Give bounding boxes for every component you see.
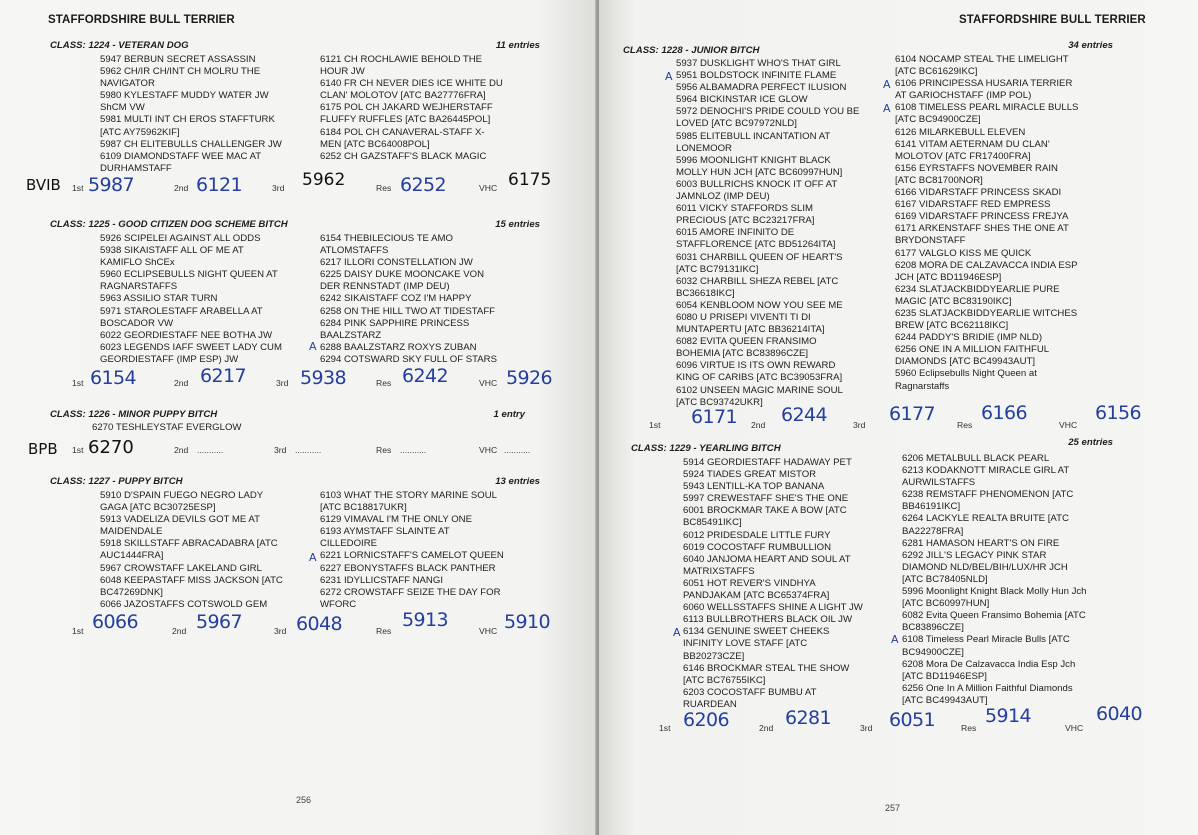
entry-line: 5951 BOLDSTOCK INFINITE FLAME bbox=[676, 70, 837, 82]
entry-line: 6177 VALGLO KISS ME QUICK bbox=[895, 247, 1032, 259]
first-label: 1st bbox=[72, 183, 84, 193]
class-title: CLASS: 1229 - YEARLING BITCH bbox=[631, 443, 781, 454]
hw-res: 6252 bbox=[400, 174, 446, 196]
hw-first: 6154 bbox=[90, 367, 136, 389]
entry-line: 5947 BERBUN SECRET ASSASSIN bbox=[100, 54, 256, 65]
entry-line: 6108 TIMELESS PEARL MIRACLE BULLS bbox=[895, 102, 1079, 114]
entry-line: RAGNARSTAFFS bbox=[100, 281, 178, 293]
entry-line: KAMIFLO ShCEx bbox=[100, 257, 175, 269]
entry-line: NAVIGATOR bbox=[100, 78, 155, 90]
entry-line: 6206 METALBULL BLACK PEARL bbox=[902, 453, 1050, 464]
entry-line: FLUFFY RUFFLES [ATC BA26445POL] bbox=[320, 114, 491, 126]
hw-note: BPB bbox=[28, 440, 58, 458]
entry-line: 6129 VIMAVAL I'M THE ONLY ONE bbox=[320, 514, 473, 526]
entry-line: 6208 Mora De Calzavacca India Esp Jch bbox=[902, 658, 1076, 670]
entry-line: 6082 Evita Queen Fransimo Bohemia [ATC bbox=[902, 610, 1086, 622]
entry-line: Ragnarstaffs bbox=[895, 380, 950, 392]
entry-line: AT GARIOCHSTAFF (IMP POL) bbox=[895, 90, 1032, 102]
entry-line: 5985 ELITEBULL INCANTATION AT bbox=[676, 130, 831, 142]
entry-line: CILLEDOIRE bbox=[320, 538, 378, 550]
entries-col-1 bbox=[100, 54, 282, 175]
entry-line: 6213 KODAKNOTT MIRACLE GIRL AT bbox=[902, 465, 1070, 477]
entry-line: [ATC BC61629IKC] bbox=[895, 66, 978, 78]
absent-mark: A bbox=[673, 626, 681, 639]
entry-line: BB20273CZE] bbox=[683, 650, 745, 662]
entry-line: AUC1444FRA] bbox=[100, 550, 164, 562]
entry-line: 6281 HAMASON HEART'S ON FIRE bbox=[902, 537, 1060, 549]
class-title: CLASS: 1226 - MINOR PUPPY BITCH bbox=[50, 409, 218, 420]
entry-line: BAALZSTARZ bbox=[320, 329, 382, 341]
entry-line: 6156 EYRSTAFFS NOVEMBER RAIN bbox=[895, 162, 1058, 174]
entry-line: [ATC BC60997HUN] bbox=[902, 598, 990, 610]
res-label: Res bbox=[957, 420, 973, 430]
entry-line: MAGIC [ATC BC83190IKC] bbox=[895, 295, 1012, 307]
entry-line: [ATC BC94900CZE] bbox=[895, 114, 981, 126]
hw-first: 5987 bbox=[88, 174, 134, 196]
entry-line: 6256 One In A Million Faithful Diamonds bbox=[902, 682, 1073, 694]
hw-second: 6244 bbox=[781, 404, 827, 426]
entry-count: 1 entry bbox=[493, 409, 525, 420]
entry-line: 6015 AMORE INFINITO DE bbox=[676, 227, 795, 239]
second-label: 2nd bbox=[759, 723, 774, 733]
entry-line: PRECIOUS [ATC BC23217FRA] bbox=[676, 215, 815, 227]
entry-line: 6264 LACKYLE REALTA BRUITE [ATC bbox=[902, 513, 1069, 525]
entry-line: DURHAMSTAFF bbox=[100, 162, 172, 174]
hw-first: 6171 bbox=[691, 406, 737, 428]
entry-line: JCH [ATC BD11946ESP] bbox=[895, 271, 1002, 283]
entry-line: INFINITY LOVE STAFF [ATC bbox=[683, 638, 808, 650]
page-number: 256 bbox=[296, 795, 312, 805]
entry-count: 15 entries bbox=[495, 219, 540, 230]
entry-line: 6258 ON THE HILL TWO AT TIDESTAFF bbox=[320, 305, 496, 317]
entry-line: BB46191IKC] bbox=[902, 501, 961, 513]
entry-line: BOHEMIA [ATC BC83896CZE] bbox=[676, 348, 809, 360]
entry-line: 6108 Timeless Pearl Miracle Bulls [ATC bbox=[902, 634, 1070, 646]
class-title: CLASS: 1225 - GOOD CITIZEN DOG SCHEME BITCH bbox=[50, 219, 288, 230]
res-dots: ........... bbox=[400, 445, 427, 455]
entry-line: 6048 KEEPASTAFF MISS JACKSON [ATC bbox=[100, 574, 283, 586]
hw-res: 5913 bbox=[402, 609, 448, 631]
entry-line: MOLLY HUN JCH [ATC BC60997HUN] bbox=[676, 166, 843, 178]
entry-line: 5938 SIKAISTAFF ALL OF ME AT bbox=[100, 245, 244, 257]
entry-line: 5926 SCIPELEI AGAINST ALL ODDS bbox=[100, 233, 261, 244]
entry-line: 6171 ARKENSTAFF SHES THE ONE AT bbox=[895, 223, 1069, 235]
entry-line: 6284 PINK SAPPHIRE PRINCESS bbox=[320, 317, 470, 329]
entry-line: 6126 MILARKEBULL ELEVEN bbox=[895, 126, 1026, 138]
entry-line: 6235 SLATJACKBIDDYEARLIE WITCHES bbox=[895, 307, 1078, 319]
entry-line: BC47269DNK] bbox=[100, 586, 163, 598]
entry-line: 6121 CH ROCHLAWIE BEHOLD THE bbox=[320, 54, 483, 65]
entry-line: ShCM VW bbox=[100, 102, 145, 114]
absent-mark: A bbox=[309, 551, 317, 564]
third-label: 3rd bbox=[276, 378, 289, 388]
entry-line: 6294 COTSWARD SKY FULL OF STARS bbox=[320, 353, 497, 365]
entry-line: [ATC BD11946ESP] bbox=[902, 670, 987, 682]
entry-line: 6167 VIDARSTAFF RED EMPRESS bbox=[895, 199, 1051, 211]
hw-first: 6066 bbox=[92, 611, 138, 633]
entries-col-1 bbox=[100, 490, 283, 611]
entry-line: [ATC BC78405NLD] bbox=[902, 573, 988, 585]
hw-note: BVIB bbox=[26, 176, 61, 194]
hw-second: 6217 bbox=[200, 365, 246, 387]
absent-mark: A bbox=[891, 633, 899, 646]
entry-line: 6225 DAISY DUKE MOONCAKE VON bbox=[320, 269, 485, 281]
entry-line: 6019 COCOSTAFF RUMBULLION bbox=[683, 541, 832, 553]
entry-line: [ATC BC93742UKR] bbox=[676, 396, 763, 408]
entry-line: 6134 GENUINE SWEET CHEEKS bbox=[683, 626, 830, 638]
entry-line: 6066 JAZOSTAFFS COTSWOLD GEM bbox=[100, 598, 268, 610]
entry-line: LONEMOOR bbox=[676, 142, 732, 154]
entry-line: 6270 TESHLEYSTAF EVERGLOW bbox=[92, 422, 242, 433]
first-label: 1st bbox=[659, 723, 671, 733]
entry-line: 6060 WELLSSTAFFS SHINE A LIGHT JW bbox=[683, 602, 863, 614]
entry-line: 6022 GEORDIESTAFF NEE BOTHA JW bbox=[100, 329, 273, 341]
entry-line: MOLOTOV [ATC FR17400FRA] bbox=[895, 150, 1031, 162]
entry-line: 5987 CH ELITEBULLS CHALLENGER JW bbox=[100, 138, 282, 150]
entry-line: 6208 MORA DE CALZAVACCA INDIA ESP bbox=[895, 259, 1078, 271]
vhc-label: VHC bbox=[479, 183, 498, 193]
award-line bbox=[64, 437, 544, 457]
entry-line: 6096 VIRTUE IS ITS OWN REWARD bbox=[676, 360, 836, 372]
res-label: Res bbox=[376, 183, 392, 193]
entry-line: 6238 REMSTAFF PHENOMENON [ATC bbox=[902, 489, 1074, 501]
entry-line: 6244 PADDY'S BRIDIE (IMP NLD) bbox=[895, 332, 1043, 344]
first-label: 1st bbox=[72, 378, 84, 388]
entry-line: BRYDONSTAFF bbox=[895, 235, 966, 247]
entry-line: 5972 DENOCHI'S PRIDE COULD YOU BE bbox=[676, 106, 860, 118]
entry-line: 6154 THEBILECIOUS TE AMO bbox=[320, 233, 453, 244]
entry-line: 6011 VICKY STAFFORDS SLIM bbox=[676, 203, 814, 215]
entry-count: 11 entries bbox=[495, 40, 540, 51]
entry-line: 5971 STAROLESTAFF ARABELLA AT bbox=[100, 305, 263, 317]
first-label: 1st bbox=[72, 445, 84, 455]
entry-line: 5980 KYLESTAFF MUDDY WATER JW bbox=[100, 90, 269, 102]
entry-line: 6113 BULLBROTHERS BLACK OIL JW bbox=[683, 614, 853, 626]
entry-line: 5943 LENTILL-KA TOP BANANA bbox=[683, 481, 825, 493]
entry-line: 6103 WHAT THE STORY MARINE SOUL bbox=[320, 490, 498, 501]
entry-line: 5997 CREWESTAFF SHE'S THE ONE bbox=[683, 493, 849, 505]
entry-line: 6054 KENBLOOM NOW YOU SEE ME bbox=[676, 299, 843, 311]
entry-line: 5967 CROWSTAFF LAKELAND GIRL bbox=[100, 562, 262, 574]
entry-line: 5924 TIADES GREAT MISTOR bbox=[683, 469, 817, 481]
entries-col-2 bbox=[320, 233, 497, 366]
entry-line: LOVED [ATC BC97972NLD] bbox=[676, 118, 797, 130]
entry-line: 6109 DIAMONDSTAFF WEE MAC AT bbox=[100, 150, 262, 162]
entry-line: 5956 ALBAMADRA PERFECT ILUSION bbox=[676, 82, 847, 94]
entry-line: STAFFLORENCE [ATC BD51264ITA] bbox=[676, 239, 836, 251]
entry-line: 5960 Eclipsebulls Night Queen at bbox=[895, 368, 1037, 380]
entry-line: 5913 VADELIZA DEVILS GOT ME AT bbox=[100, 514, 260, 526]
hw-second: 6121 bbox=[196, 174, 242, 196]
third-label: 3rd bbox=[272, 183, 285, 193]
hw-vhc: 6040 bbox=[1096, 703, 1142, 725]
entry-line: 6288 BAALZSTARZ ROXYS ZUBAN bbox=[320, 341, 477, 353]
hw-res: 6242 bbox=[402, 365, 448, 387]
entries-col-1 bbox=[676, 58, 859, 409]
entry-line: AURWILSTAFFS bbox=[902, 477, 976, 489]
entry-line: HOUR JW bbox=[320, 66, 365, 78]
entry-line: [ATC BC81700NOR] bbox=[895, 174, 983, 186]
entry-line: 5910 D'SPAIN FUEGO NEGRO LADY bbox=[100, 490, 264, 501]
entry-line: 6141 VITAM AETERNAM DU CLAN' bbox=[895, 138, 1050, 150]
entry-line: 6169 VIDARSTAFF PRINCESS FREJYA bbox=[895, 211, 1069, 223]
vhc-label: VHC bbox=[479, 626, 498, 636]
entry-line: 6242 SIKAISTAFF COZ I'M HAPPY bbox=[320, 293, 472, 305]
entry-line: MAIDENDALE bbox=[100, 526, 163, 538]
entry-line: 6252 CH GAZSTAFF'S BLACK MAGIC bbox=[320, 150, 487, 162]
entry-line: 6031 CHARBILL QUEEN OF HEART'S bbox=[676, 251, 843, 263]
entry-line: BC36618IKC] bbox=[676, 287, 735, 299]
first-label: 1st bbox=[649, 420, 661, 430]
entry-line: DIAMONDS [ATC BC49943AUT] bbox=[895, 356, 1036, 368]
entry-line: 6272 CROWSTAFF SEIZE THE DAY FOR bbox=[320, 586, 501, 598]
entry-count: 13 entries bbox=[495, 476, 540, 487]
entry-line: DER RENNSTADT (IMP DEU) bbox=[320, 281, 450, 293]
entry-count: 25 entries bbox=[1068, 437, 1113, 448]
first-label: 1st bbox=[72, 626, 84, 636]
entries-col-2 bbox=[902, 453, 1087, 707]
third-label: 3rd bbox=[274, 445, 287, 455]
entry-line: 6102 UNSEEN MAGIC MARINE SOUL bbox=[676, 384, 843, 396]
hw-third: 5938 bbox=[300, 367, 346, 389]
entry-line: [ATC BC18817UKR] bbox=[320, 502, 407, 514]
res-label: Res bbox=[376, 445, 392, 455]
entry-line: 5960 ECLIPSEBULLS NIGHT QUEEN AT bbox=[100, 269, 278, 281]
entry-line: 5962 CH/IR CH/INT CH MOLRU THE bbox=[100, 66, 261, 78]
hw-vhc: 5910 bbox=[504, 611, 550, 633]
hw-vhc: 5926 bbox=[506, 367, 552, 389]
page-number: 257 bbox=[885, 803, 901, 813]
absent-mark: A bbox=[883, 78, 891, 91]
entry-line: MATRIXSTAFFS bbox=[683, 565, 755, 577]
entry-line: BOSCADOR VW bbox=[100, 317, 174, 329]
vhc-dots: ........... bbox=[504, 445, 531, 455]
entry-line: BC94900CZE] bbox=[902, 646, 964, 658]
entry-line: GAGA [ATC BC30725ESP] bbox=[100, 502, 216, 514]
entry-line: 6256 ONE IN A MILLION FAITHFUL bbox=[895, 344, 1050, 356]
entry-line: 6082 EVITA QUEEN FRANSIMO bbox=[676, 336, 817, 348]
third-label: 3rd bbox=[853, 420, 866, 430]
second-label: 2nd bbox=[174, 445, 189, 455]
hw-vhc: 6175 bbox=[508, 170, 552, 190]
entries-col-1 bbox=[683, 457, 863, 711]
hw-vhc: 6156 bbox=[1095, 402, 1141, 424]
entry-line: 6140 FR CH NEVER DIES ICE WHITE DU bbox=[320, 78, 503, 90]
entry-line: MEN [ATC BC64008POL] bbox=[320, 138, 430, 150]
entry-line: 5964 BICKINSTAR ICE GLOW bbox=[676, 94, 808, 106]
entries-col-2 bbox=[895, 54, 1078, 393]
entry-line: DIAMOND NLD/BEL/BIH/LUX/HR JCH bbox=[902, 561, 1068, 573]
third-dots: ........... bbox=[295, 445, 322, 455]
breed-title: STAFFORDSHIRE BULL TERRIER bbox=[959, 14, 1146, 26]
hw-third: 6048 bbox=[296, 613, 342, 635]
entry-line: GEORDIESTAFF (IMP ESP) JW bbox=[100, 353, 239, 365]
entry-line: 6227 EBONYSTAFFS BLACK PANTHER bbox=[320, 562, 496, 574]
vhc-label: VHC bbox=[1065, 723, 1084, 733]
entry-line: MUNTAPERTU [ATC BB36214ITA] bbox=[676, 324, 825, 336]
hw-res: 6166 bbox=[981, 402, 1027, 424]
entry-line: 6292 JILL'S LEGACY PINK STAR bbox=[902, 549, 1047, 561]
entry-line: 6184 POL CH CANAVERAL-STAFF X- bbox=[320, 126, 485, 138]
vhc-label: VHC bbox=[1059, 420, 1078, 430]
hw-first: 6206 bbox=[683, 709, 729, 731]
absent-mark: A bbox=[883, 102, 891, 115]
entry-line: 6217 ILLORI CONSTELLATION JW bbox=[320, 257, 473, 269]
left-page bbox=[0, 0, 597, 835]
entry-line: [ATC BC76755IKC] bbox=[683, 674, 766, 686]
hw-second: 6281 bbox=[785, 707, 831, 729]
vhc-label: VHC bbox=[479, 378, 498, 388]
second-dots: ........... bbox=[197, 445, 224, 455]
class-title: CLASS: 1228 - JUNIOR BITCH bbox=[623, 45, 760, 56]
entry-line: [ATC BC79131IKC] bbox=[676, 263, 759, 275]
entry-line: 6203 COCOSTAFF BUMBU AT bbox=[683, 686, 817, 698]
entry-line: 6003 BULLRICHS KNOCK IT OFF AT bbox=[676, 178, 838, 190]
entry-line: 6051 HOT REVER'S VINDHYA bbox=[683, 577, 816, 589]
absent-mark: A bbox=[665, 70, 673, 83]
entry-line: BA22278FRA] bbox=[902, 525, 964, 537]
vhc-label: VHC bbox=[479, 445, 498, 455]
res-label: Res bbox=[961, 723, 977, 733]
entry-line: 6023 LEGENDS IAFF SWEET LADY CUM bbox=[100, 341, 282, 353]
entry-line: 6175 POL CH JAKARD WEJHERSTAFF bbox=[320, 102, 493, 114]
absent-mark: A bbox=[309, 340, 317, 353]
class-title: CLASS: 1224 - VETERAN DOG bbox=[50, 40, 189, 51]
entry-line: 6146 BROCKMAR STEAL THE SHOW bbox=[683, 662, 850, 674]
entry-line: ATLOMSTAFFS bbox=[320, 245, 389, 257]
entry-line: CLAN' MOLOTOV [ATC BA27776FRA] bbox=[320, 90, 486, 102]
hw-third: 6177 bbox=[889, 403, 935, 425]
entry-line: WFORC bbox=[320, 598, 357, 610]
entry-line: PANDJAKAM [ATC BC65374FRA] bbox=[683, 590, 830, 602]
entry-line: 5996 Moonlight Knight Black Molly Hun Jch bbox=[902, 586, 1087, 598]
entry-line: 6104 NOCAMP STEAL THE LIMELIGHT bbox=[895, 54, 1069, 65]
entry-line: BC85491IKC] bbox=[683, 517, 742, 529]
entry-line: 6221 LORNICSTAFF'S CAMELOT QUEEN bbox=[320, 550, 504, 562]
entry-line: 5996 MOONLIGHT KNIGHT BLACK bbox=[676, 154, 831, 166]
entry-line: 6193 AYMSTAFF SLAINTE AT bbox=[320, 526, 450, 538]
hw-res: 5914 bbox=[985, 705, 1031, 727]
entry-line: JAMNLOZ (IMP DEU) bbox=[676, 191, 770, 203]
res-label: Res bbox=[376, 378, 392, 388]
entry-line: 6234 SLATJACKBIDDYEARLIE PURE bbox=[895, 283, 1060, 295]
second-label: 2nd bbox=[751, 420, 766, 430]
entries-col-1 bbox=[100, 233, 282, 366]
second-label: 2nd bbox=[172, 626, 187, 636]
second-label: 2nd bbox=[174, 183, 189, 193]
entry-line: 6040 JANJOMA HEART AND SOUL AT bbox=[683, 553, 851, 565]
entry-line: 6012 PRIDESDALE LITTLE FURY bbox=[683, 529, 831, 541]
second-label: 2nd bbox=[174, 378, 189, 388]
entry-line: 5981 MULTI INT CH EROS STAFFTURK bbox=[100, 114, 275, 126]
entry-line: 6080 U PRISEPI VIVENTI TI DI bbox=[676, 311, 811, 323]
entry-line: KING OF CARIBS [ATC BC39053FRA] bbox=[676, 372, 843, 384]
hw-first: 6270 bbox=[88, 437, 134, 458]
entry-line: 5963 ASSILIO STAR TURN bbox=[100, 293, 218, 305]
entry-line: BC83896CZE] bbox=[902, 622, 964, 634]
hw-second: 5967 bbox=[196, 611, 242, 633]
entry-count: 34 entries bbox=[1068, 40, 1113, 51]
entry-line: 6032 CHARBILL SHEZA REBEL [ATC bbox=[676, 275, 839, 287]
entries-col-1 bbox=[92, 422, 241, 434]
entry-line: 6106 PRINCIPESSA HUSARIA TERRIER bbox=[895, 78, 1073, 90]
third-label: 3rd bbox=[860, 723, 873, 733]
entry-line: 6001 BROCKMAR TAKE A BOW [ATC bbox=[683, 505, 847, 517]
entry-line: 6231 IDYLLICSTAFF NANGI bbox=[320, 574, 443, 586]
class-title: CLASS: 1227 - PUPPY BITCH bbox=[50, 476, 183, 487]
entry-line: [ATC BC49943AUT] bbox=[902, 694, 988, 706]
third-label: 3rd bbox=[274, 626, 287, 636]
entry-line: 5914 GEORDIESTAFF HADAWAY PET bbox=[683, 457, 852, 468]
entry-line: RUARDEAN bbox=[683, 698, 737, 710]
hw-third: 6051 bbox=[889, 709, 935, 731]
right-page bbox=[599, 0, 1198, 835]
entry-line: [ATC AY75962KIF] bbox=[100, 126, 180, 138]
breed-title: STAFFORDSHIRE BULL TERRIER bbox=[48, 14, 235, 26]
res-label: Res bbox=[376, 626, 392, 636]
hw-third: 5962 bbox=[302, 170, 346, 190]
entry-line: BREW [ATC BC62118IKC] bbox=[895, 320, 1009, 332]
entry-line: 5918 SKILLSTAFF ABRACADABRA [ATC bbox=[100, 538, 278, 550]
entry-line: 5937 DUSKLIGHT WHO'S THAT GIRL bbox=[676, 58, 841, 69]
entries-col-2 bbox=[320, 54, 503, 163]
entries-col-2 bbox=[320, 490, 504, 611]
entry-line: 6166 VIDARSTAFF PRINCESS SKADI bbox=[895, 187, 1062, 199]
